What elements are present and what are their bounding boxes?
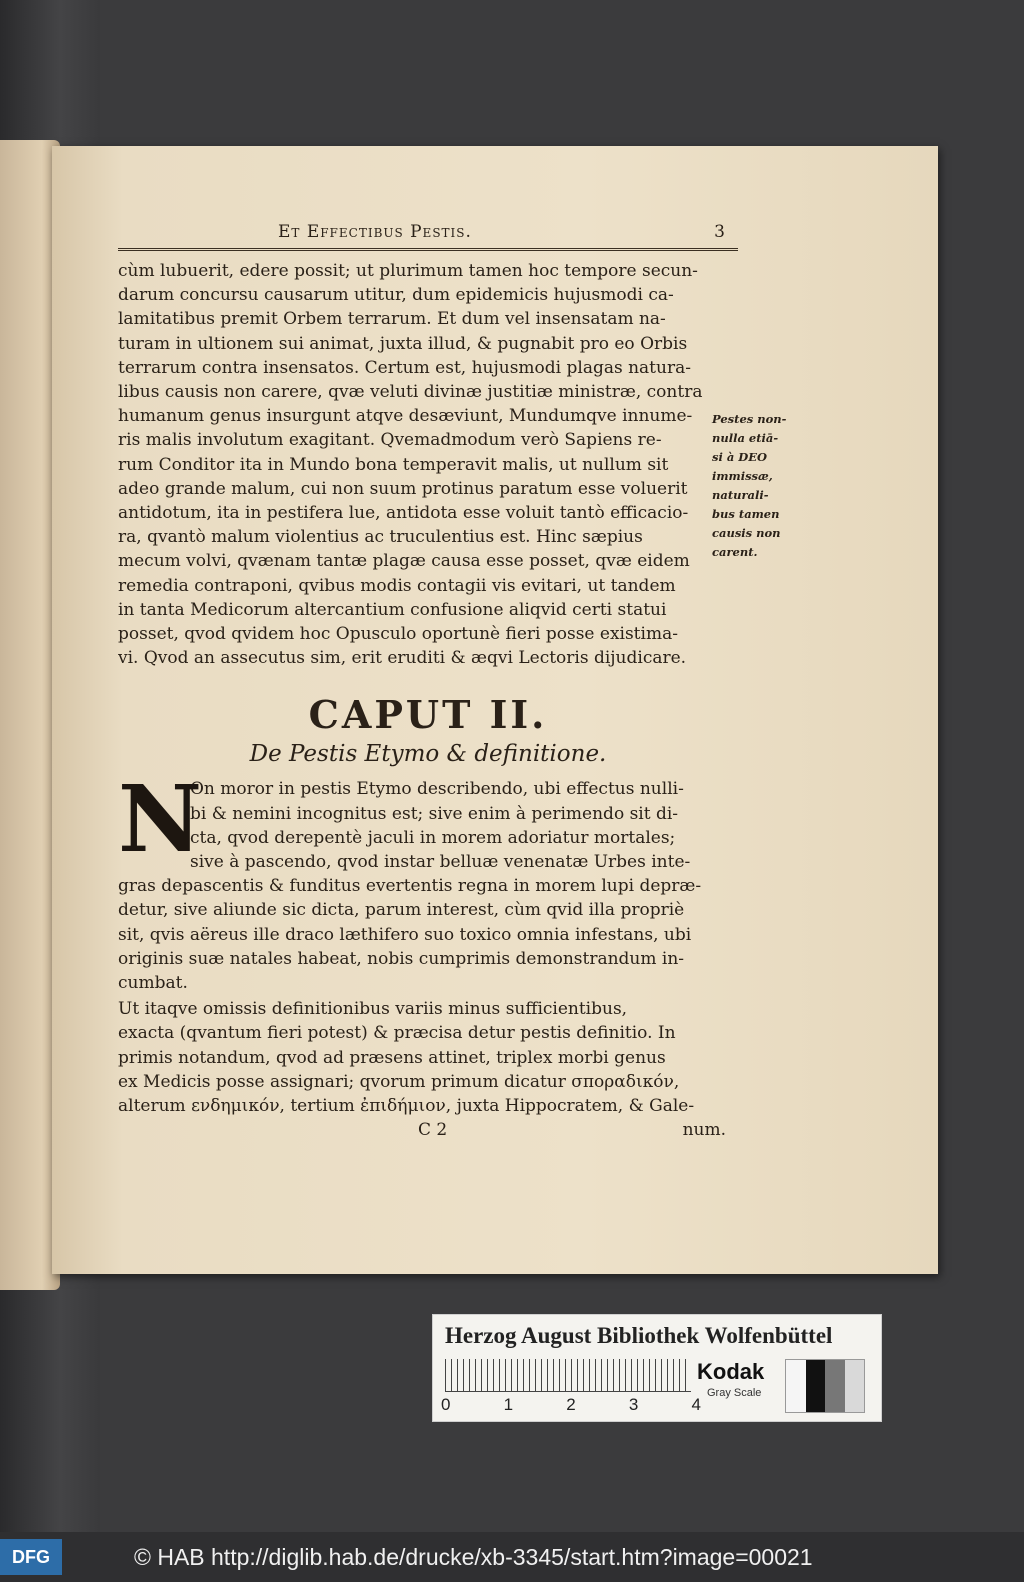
text-line: in tanta Medicorum altercantium confusione aliqvid certi statui	[118, 599, 667, 620]
text-line: antidotum, ita in pestifera lue, antidota esse voluit tantò efficacio-	[118, 503, 689, 524]
margin-note-line: naturali-	[712, 488, 769, 502]
text-line: detur, sive aliunde sic dicta, parum interest, cùm qvid illa propriè	[118, 900, 685, 921]
text-line: humanum genus insurgunt atqve desæviunt, Mundumqve innume-	[118, 406, 693, 427]
text-line: primis notandum, qvod ad præsens attinet, triplex morbi genus	[118, 1047, 666, 1068]
text-line: vi. Qvod an assecutus sim, erit eruditi & æqvi Lectoris dijudicare.	[118, 648, 687, 669]
page-number: 3	[714, 222, 726, 242]
text-line: cumbat.	[118, 973, 188, 994]
margin-note-line: causis non	[712, 526, 781, 540]
margin-note-line: carent.	[712, 545, 758, 559]
gray-swatch	[825, 1360, 845, 1412]
text-line: remedia contraponi, qvibus modis contagii vis evitari, ut tandem	[118, 575, 676, 596]
previous-page-edge	[0, 140, 60, 1290]
text-line: posset, qvod qvidem hoc Opusculo oportunè fieri posse existima-	[118, 624, 678, 645]
text-line: darum concursu causarum utitur, dum epidemicis hujusmodi ca-	[118, 285, 674, 306]
paragraph-2	[118, 765, 738, 995]
text-line: On moror in pestis Etymo describendo, ubi effectus nulli-	[190, 779, 684, 800]
catchword: num.	[682, 1120, 726, 1141]
chapter-heading: CAPUT II.	[308, 692, 548, 738]
text-line: ra, qvantò malum violentius ac truculentius est. Hinc sæpius	[118, 527, 643, 548]
color-reference-card	[432, 1314, 882, 1422]
text-line: cta, qvod derepentè jaculi in morem adoriatur mortales;	[190, 827, 676, 848]
ruler-numbers	[441, 1395, 701, 1415]
copyright-text: © HAB http://diglib.hab.de/drucke/xb-3345/start.htm?image=00021	[134, 1543, 813, 1570]
page-text	[118, 222, 738, 1140]
text-line: alterum ενδημικόν, tertium ἐπιδήμιον, juxta Hippocratem, & Gale-	[118, 1096, 695, 1117]
text-line: bi & nemini incognitus est; sive enim à perimendo sit di-	[190, 803, 679, 824]
dfg-logo[interactable]: DFG	[0, 1539, 62, 1575]
margin-note	[712, 410, 796, 562]
margin-note-line: immissæ,	[712, 469, 773, 483]
gray-scale-label: Gray Scale	[707, 1387, 762, 1399]
paragraph-1	[118, 259, 738, 670]
text-line: mecum volvi, qvænam tantæ plagæ causa esse posset, qvæ eidem	[118, 551, 690, 572]
gray-swatch	[845, 1360, 865, 1412]
library-name: Herzog August Bibliothek Wolfenbüttel	[445, 1323, 833, 1348]
ruler-number: 3	[628, 1395, 639, 1414]
text-line: sive à pascendo, qvod instar belluæ venenatæ Urbes inte-	[190, 852, 691, 873]
margin-note-line: Pestes non-	[712, 412, 787, 426]
text-line: sit, qvis aëreus ille draco læthifero suo toxico omnia infestans, ubi	[118, 924, 692, 945]
text-line: gras depascentis & funditus evertentis regna in morem lupi depræ-	[118, 876, 702, 897]
text-line: Ut itaqve omissis definitionibus variis minus sufficientibus,	[118, 999, 628, 1020]
ruler-number: 4	[691, 1395, 701, 1414]
paragraph-3	[118, 997, 738, 1118]
text-line: ex Medicis posse assignari; qvorum primum dicatur σποραδικόν,	[118, 1071, 680, 1092]
margin-note-line: nulla etiā-	[712, 431, 779, 445]
text-line: rum Conditor ita in Mundo bona temperavit malis, ut nullum sit	[118, 454, 669, 475]
gray-swatch	[806, 1360, 826, 1412]
text-line: terrarum contra insensatos. Certum est, hujusmodi plagas natura-	[118, 357, 691, 378]
viewer-footer	[0, 1532, 1024, 1582]
text-line: cùm lubuerit, edere possit; ut plurimum tamen hoc tempore secun-	[118, 261, 698, 281]
running-head	[118, 222, 738, 251]
scale-ruler	[445, 1359, 691, 1392]
text-line: adeo grande malum, cui non suum protinus paratum esse voluerit	[118, 478, 688, 499]
signature-mark: C 2	[418, 1120, 448, 1141]
chapter-subtitle: De Pestis Etymo & definitione.	[249, 741, 607, 768]
ruler-number: 2	[566, 1395, 576, 1414]
text-line: exacta (qvantum fieri potest) & præcisa detur pestis definitio. In	[118, 1023, 676, 1044]
gray-swatch	[786, 1360, 806, 1412]
margin-note-line: bus tamen	[712, 507, 780, 521]
text-line: originis suæ natales habeat, nobis cumprimis demonstrandum in-	[118, 948, 685, 969]
ruler-number: 0	[441, 1395, 451, 1414]
drop-cap: N	[118, 765, 203, 874]
running-head-title: Et Effectibus Pestis.	[278, 222, 472, 242]
text-line: libus causis non carere, qvæ veluti divinæ justitiæ ministræ, contra	[118, 382, 703, 403]
kodak-brand: Kodak	[697, 1359, 765, 1384]
text-line: ris malis involutum exagitant. Qvemadmodum verò Sapiens re-	[118, 430, 662, 451]
text-line: turam in ultionem sui animat, juxta illud, & pugnabit pro eo Orbis	[118, 333, 688, 354]
gray-swatches	[785, 1359, 865, 1413]
ruler-number: 1	[503, 1395, 514, 1414]
margin-note-line: si à DEO	[712, 450, 768, 464]
text-line: lamitatibus premit Orbem terrarum. Et dum vel insensatam na-	[118, 309, 666, 330]
page-footer-line	[118, 1120, 738, 1140]
